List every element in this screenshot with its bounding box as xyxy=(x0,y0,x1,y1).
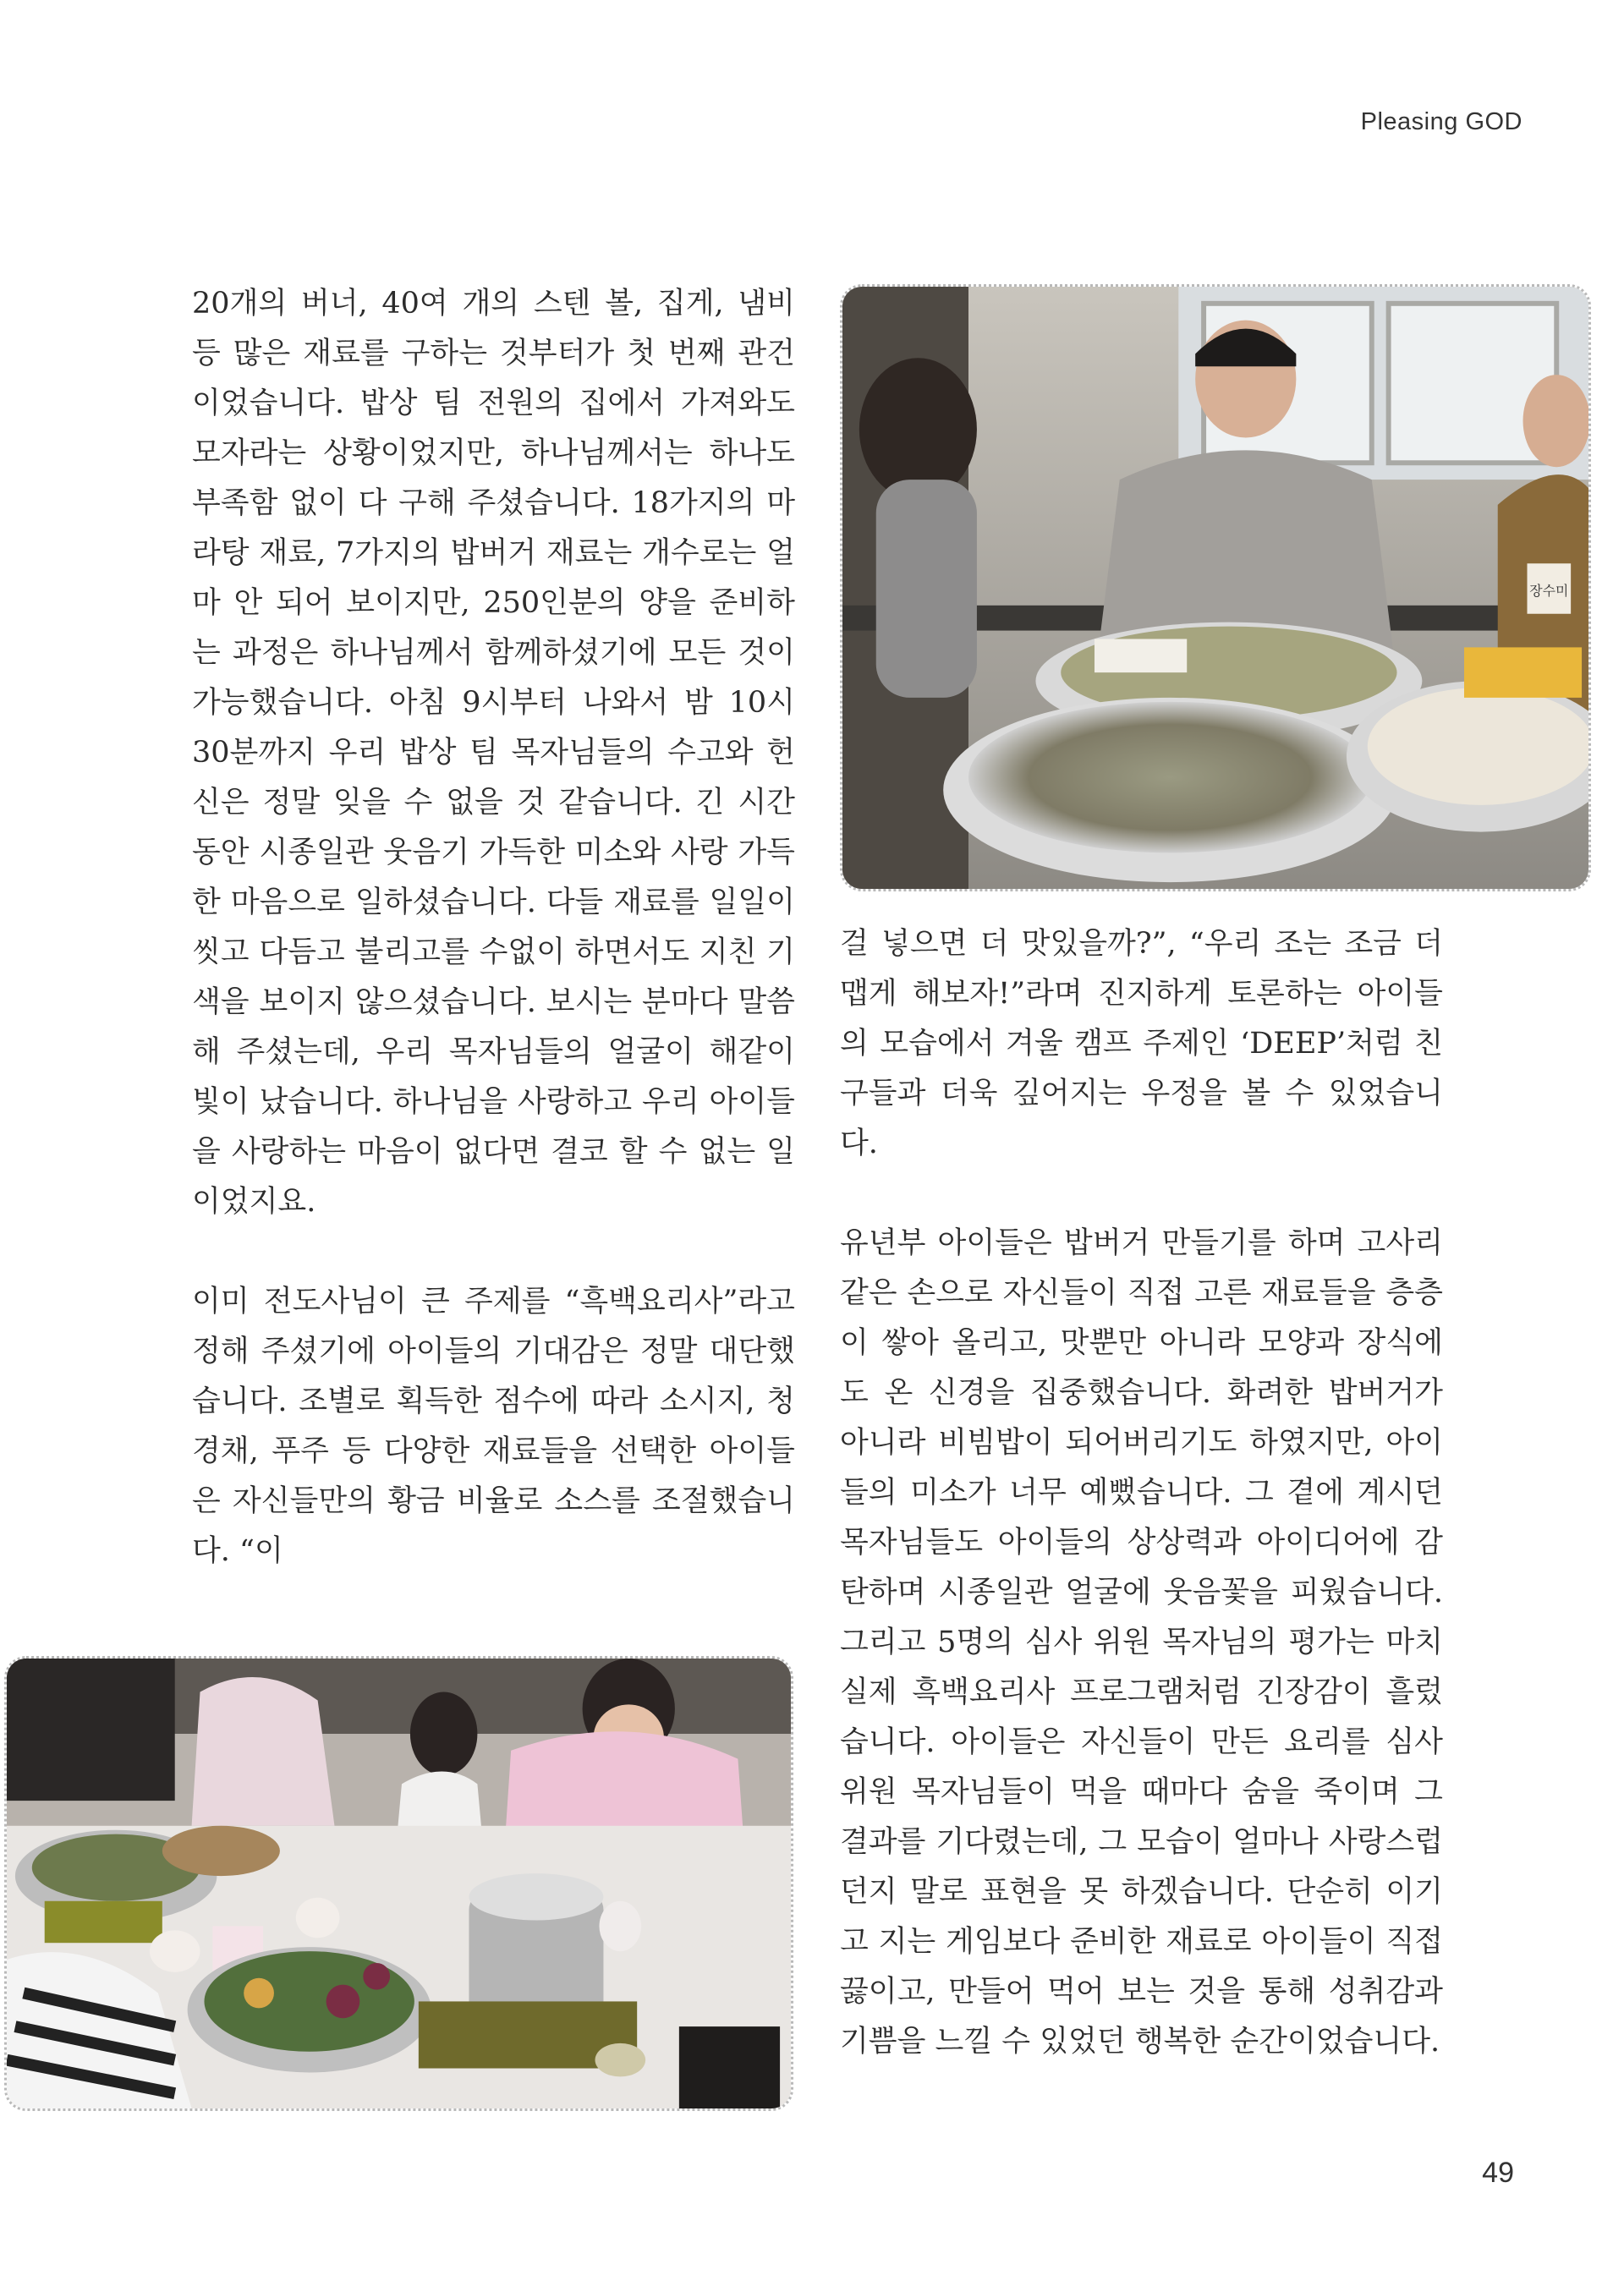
paragraph: 걸 넣으면 더 맛있을까?”, “우리 조는 조금 더 맵게 해보자!”라며 진지하게 토론하는 아이들의 모습에서 겨울 캠프 주제인 ‘DEEP’처럼 친구들과 더욱 깊어지는 우정을 볼 수 있었습니다. xyxy=(840,927,1443,1160)
section-title: Pleasing GOD xyxy=(1360,108,1522,135)
photo-adults-preparing-food xyxy=(840,284,1591,891)
left-text-column xyxy=(192,279,795,1576)
name-tag: 장수미 xyxy=(1529,582,1569,599)
paragraph: 이미 전도사님이 큰 주제를 “흑백요리사”라고 정해 주셨기에 아이들의 기대감은 정말 대단했습니다. 조별로 획득한 점수에 따라 소시지, 청경채, 푸주 등 다양한 재료들을 선택한 아이들은 자신들만의 황금 비율로 소스를 조절했습니다. “이 xyxy=(192,1285,795,1568)
page-number: 49 xyxy=(1482,2157,1514,2189)
paragraph: 20개의 버너, 40여 개의 스텐 볼, 집게, 냄비 등 많은 재료를 구하는 것부터가 첫 번째 관건이었습니다. 밥상 팀 전원의 집에서 가져와도 모자라는 상황이었지만, 하나님께서는 하나도 부족함 없이 다 구해 주셨습니다. 18가지의 마라탕 재료, 7가지의 밥버거 재료는 개수로는 얼마 안 되어 보이지만, 250인분의 양을 준비하는 과정은 하나님께서 함께하셨기에 모든 것이 가능했습니다. 아침 9시부터 나와서 밤 10시 30분까지 우리 밥상 팀 목자님들의 수고와 헌신은 정말 잊을 수 없을 것 같습니다. 긴 시간 동안 시종일관 웃음기 가득한 미소와 사랑 가득한 마음으로 일하셨습니다. 다들 재료를 일일이 씻고 다듬고 불리고를 수없이 하면서도 지친 기색을 보이지 않으셨습니다. 보시는 분마다 말씀해 주셨는데, 우리 목자님들의 얼굴이 해같이 빛이 났습니다. 하나님을 사랑하고 우리 아이들을 사랑하는 마음이 없다면 결코 할 수 없는 일이었지요. xyxy=(192,287,795,1219)
right-text-column xyxy=(840,919,1443,2067)
photo-children-cooking xyxy=(4,1656,793,2111)
paragraph: 유년부 아이들은 밥버거 만들기를 하며 고사리 같은 손으로 자신들이 직접 고른 재료들을 층층이 쌓아 올리고, 맛뿐만 아니라 모양과 장식에도 온 신경을 집중했습니다. 화려한 밥버거가 아니라 비빔밥이 되어버리기도 하였지만, 아이들의 미소가 너무 예뻤습니다. 그 곁에 계시던 목자님들도 아이들의 상상력과 아이디어에 감탄하며 시종일관 얼굴에 웃음꽃을 피웠습니다. 그리고 5명의 심사 위원 목자님의 평가는 마치 실제 흑백요리사 프로그램처럼 긴장감이 흘렀습니다. 아이들은 자신들이 만든 요리를 심사 위원 목자님들이 먹을 때마다 숨을 죽이며 그 결과를 기다렸는데, 그 모습이 얼마나 사랑스럽던지 말로 표현을 못 하겠습니다. 단순히 이기고 지는 게임보다 준비한 재료로 아이들이 직접 끓이고, 만들어 먹어 보는 것을 통해 성취감과 기쁨을 느낄 수 있었던 행복한 순간이었습니다. xyxy=(840,1226,1443,2059)
